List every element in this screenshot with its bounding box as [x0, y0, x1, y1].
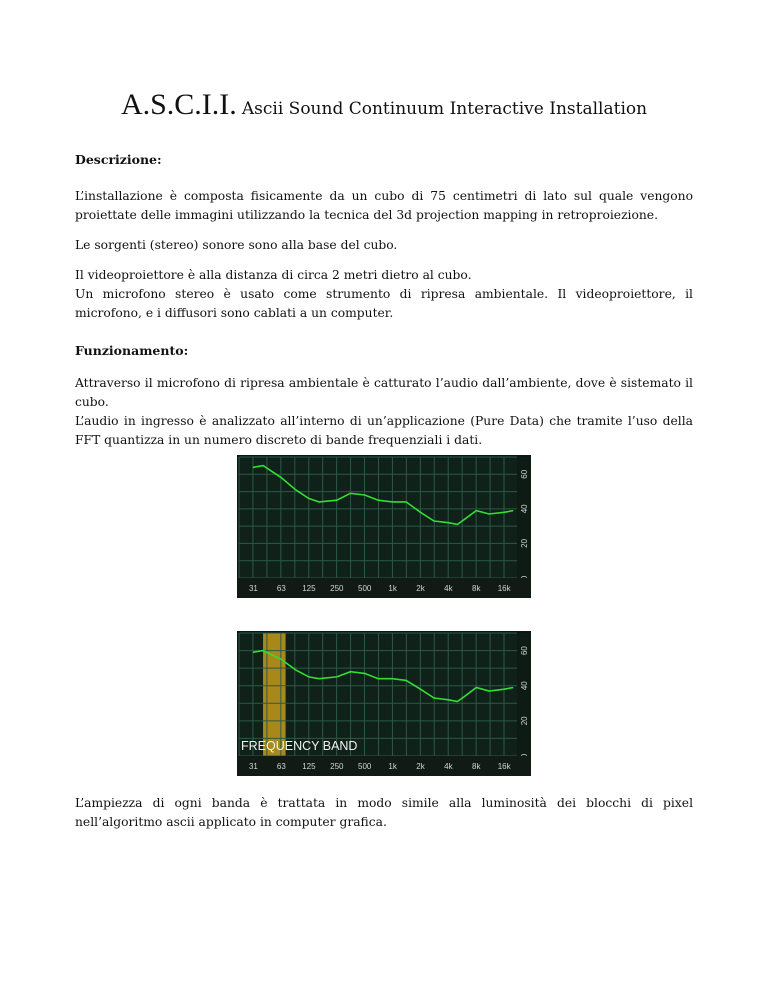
x-tick-label: 500	[358, 584, 372, 593]
heading-descrizione: Descrizione:	[75, 152, 162, 167]
document-title	[0, 88, 768, 122]
paragraph-descrizione-2: Le sorgenti (stereo) sonore sono alla base del cubo.	[75, 238, 398, 252]
x-tick-label: 31	[248, 584, 258, 593]
paragraph-descrizione-1: L’installazione è composta fisicamente da un cubo di 75 centimetri di lato sul quale vengono proiettate delle immagini utilizzando la tecnica del 3d projection mapping in retroproiezione.	[75, 189, 693, 222]
x-tick-label: 8k	[472, 584, 481, 593]
x-tick-label: 63	[276, 762, 286, 771]
x-tick-label: 4k	[444, 584, 453, 593]
spectrum-plot-2	[237, 631, 531, 776]
y-tick-label: 20	[520, 716, 530, 726]
x-tick-label: 500	[358, 762, 372, 771]
x-tick-label: 1k	[388, 584, 397, 593]
y-tick-label: 60	[520, 469, 530, 479]
x-tick-label: 2k	[416, 584, 425, 593]
x-tick-label: 250	[330, 762, 344, 771]
x-tick-label: 4k	[444, 762, 453, 771]
y-tick-label: 40	[520, 504, 530, 514]
spectrum-plot-1-svg	[237, 455, 531, 598]
title-acronym: A.S.C.I.I.	[120, 88, 237, 121]
x-tick-label: 16k	[497, 762, 511, 771]
x-tick-label: 125	[302, 584, 316, 593]
spectrum-plot-2-svg	[237, 631, 531, 776]
x-tick-label: 16k	[497, 584, 511, 593]
frequency-band-label: FREQUENCY BAND	[241, 739, 358, 753]
paragraph-descrizione-3a: Il videoproiettore è alla distanza di circa 2 metri dietro al cubo.	[75, 268, 472, 282]
x-tick-label: 63	[276, 584, 286, 593]
heading-funzionamento: Funzionamento:	[75, 343, 189, 358]
y-tick-label: 60	[520, 646, 530, 656]
y-tick-label: 40	[520, 681, 530, 691]
x-tick-label: 1k	[388, 762, 397, 771]
x-tick-label: 2k	[416, 762, 425, 771]
x-tick-label: 125	[302, 762, 316, 771]
x-tick-label: 31	[248, 762, 258, 771]
y-tick-label: 20	[520, 538, 530, 548]
x-tick-label: 8k	[472, 762, 481, 771]
x-tick-label: 250	[330, 584, 344, 593]
paragraph-funzionamento-2: L’audio in ingresso è analizzato all’interno di un’applicazione (Pure Data) che tramite l’uso della FFT quantizza in un numero discreto di bande frequenziali i dati.	[75, 414, 693, 447]
paragraph-funzionamento-1: Attraverso il microfono di ripresa ambientale è catturato l’audio dall’ambiente, dove è sistemato il cubo.	[75, 376, 693, 409]
paragraph-closing: L’ampiezza di ogni banda è trattata in modo simile alla luminosità dei blocchi di pixel nell’algoritmo ascii applicato in computer grafica.	[75, 796, 693, 829]
title-subtitle: Ascii Sound Continuum Interactive Installation	[241, 99, 648, 119]
paragraph-descrizione-3b: Un microfono stereo è usato come strumento di ripresa ambientale. Il videoproiettore, il microfono, e i diffusori sono cablati a un computer.	[75, 287, 693, 320]
spectrum-plot-1	[237, 455, 531, 598]
